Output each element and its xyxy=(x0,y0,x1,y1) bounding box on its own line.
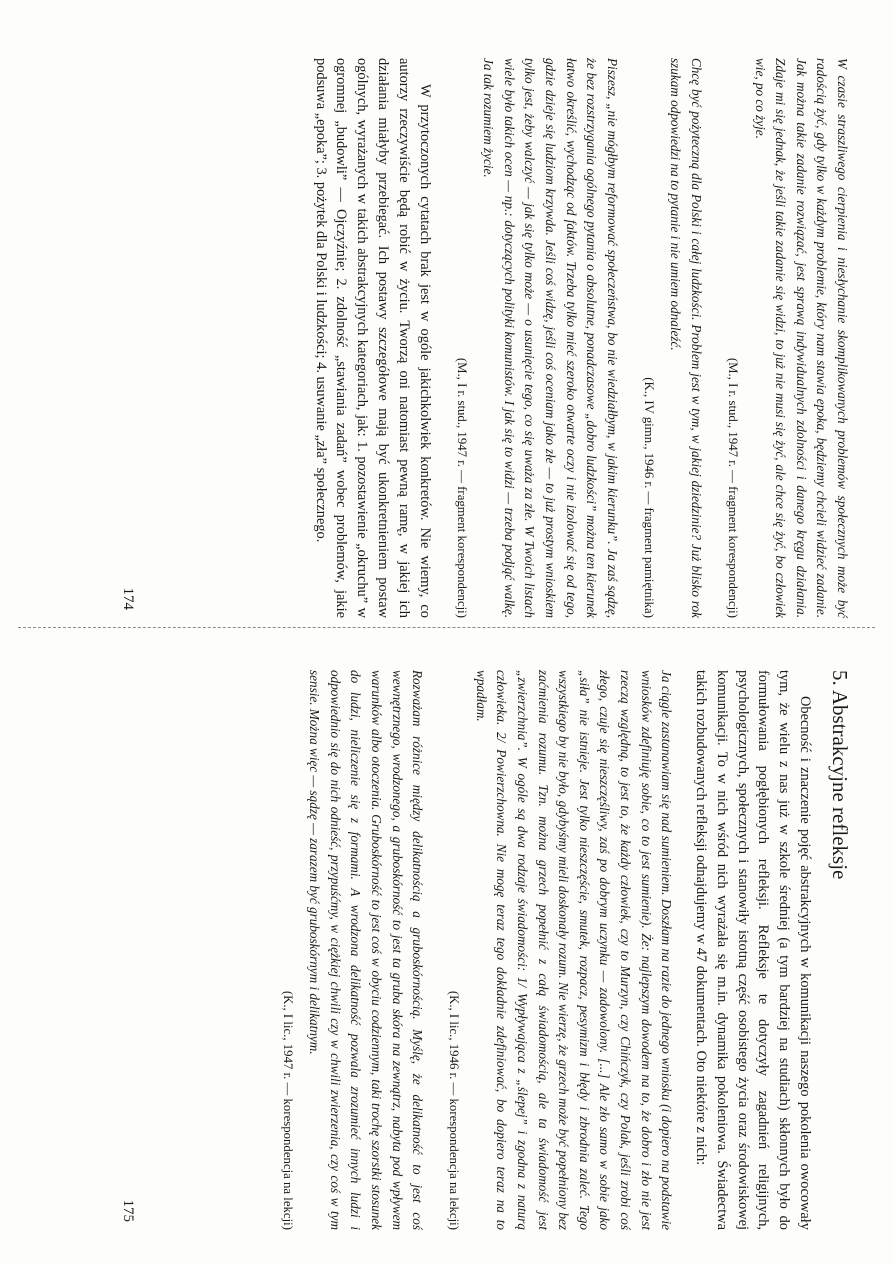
quote-source: (K., IV gimn., 1946 r. — fragment pamiętnika) xyxy=(641,377,656,618)
page-number: 174 xyxy=(120,587,136,610)
quote-text: Piszesz, „nie mógłbym reformować społeczeństwa, bo nie wiedziałbym, w jakim kierunku”. Ja zaś sądzę, że bez rozstrzygania ogólnego pytania o absolutne, ponadczasowe „dobro ludzkości” można ten kierunek łatwo określić, wychodząc od faktów. Trzeba tylko mieć szeroko otwarte oczy i nie izolować się od tego, gdzie dzieje się ludziom krzywda. Jeśli coś widzę, jeśli coś oceniam jako złe — to już prostym wnioskiem tylko jest, żeby walczyć — jak się tylko może — o usunięcie tego, co się uważa za złe. W Twoich listach wiele było takich ocen — np.: dotyczących polityki komunistów. I jak się to widzi — trzeba podjąć walkę. Ja tak rozumiem życie. xyxy=(481,58,620,618)
quote-block-1 xyxy=(722,58,852,618)
body-paragraph: W przytoczonych cytatach brak jest w ogóle jakichkolwiek konkretów. Nie wiemy, co autorzy rzeczywiście będą robić w życiu. Tworzą oni natomiast pewną ramę, w jakiej ich działania miałyby przebiegać. Ich postawy szczegółowe mają być ukonkretnieniem postaw ogólnych, wyrażanych w takich abstrakcyjnych kategoriach, jak: 1. pozostawienie „okruchu” w ogromnej „budowli” — Ojczyźnie; 2. zdolność „stawiania zadań” wobec problemów, jakie podsuwa „epoka”; 3. pożytek dla Polski i ludzkości; 4. usuwanie „zła” społecznego. xyxy=(312,58,433,618)
quote-text: Chcę być pożyteczną dla Polski i całej ludzkości. Problem jest w tym, w jakiej dziedzinie? Już blisko rok szukam odpowiedzi na to pytanie i nie umiem odnaleźć. xyxy=(668,58,705,618)
quote-text: Rozważam różnice między delikatnością a gruboskórnością. Myślę, że delikatność to jest coś wewnętrznego, wrodzonego, a gruboskórność to jest ta gruba skóra na zewnątrz, nabyta pod wpływem warunków albo otoczenia. Gruboskórność to jest coś w obyciu codziennym, taki trochę szorstki stosunek do ludzi, nieliczenie się z formami. A wrodzona delikatność pozwala zrozumieć innych ludzi i odpowiednio się do nich odnieść, przypuśćmy, w ciężkiej chwili czy w chwili zwierzenia, czy coś w tym sensie. Można więc — sądzę — zarazem być gruboskórnym i delikatnym. xyxy=(307,670,426,1230)
quote-source: (M., I r. stud., 1947 r. — fragment korespondencji) xyxy=(726,357,741,618)
quote-source: (K., I lic., 1946 r. — korespondencja na lekcji) xyxy=(447,990,462,1230)
intro-paragraph: Obecność i znaczenie pojęć abstrakcyjnych w komunikacji naszego pokolenia owocowały tym, że wielu z nas już w szkole średniej (a tym bardziej na studiach) skłonnych było do formułowania pogłębionych refleksji. Refleksje te dotyczyły zagadnień religijnych, psychologicznych, społecznych i stanowiły istotną część osobistego życia oraz środowiskowej komunikacji. To w nich wśród nich wyrażała się m.in. dynamika pokoleniowa. Świadectwa takich rozbudowanych refleksji odnajdujemy w 47 dokumentach. Oto niektóre z nich: xyxy=(693,670,813,1230)
page-fold-divider xyxy=(18,627,875,628)
page-175 xyxy=(117,670,852,1230)
quote-block-2 xyxy=(638,58,706,618)
quote-source: (K., I lic., 1947 r. — korespondencja na lekcji) xyxy=(280,990,295,1230)
section-heading: 5. Abstrakcyjne refleksje xyxy=(828,670,852,880)
quote-block-2 xyxy=(277,670,428,1230)
quote-text: W czasie straszliwego cierpienia i niesłychanie skomplikowanych problemów społecznych może być radością żyć, gdy tylko w każdym problemie, który nam stawia epoka, będziemy chcieli widzieć zadanie. Jak można takie zadanie rozwiązać, jest sprawą indywidualnych zdolności i danego kręgu działania. Zdaje mi się jednak, że jeśli takie zadanie się widzi, to już nie musi się żyć, ale chce się żyć, bo człowiek wie, po co żyje. xyxy=(752,58,850,618)
quote-text: Ja ciągle zastanawiam się nad sumieniem. Doszłam na razie do jednego wniosku (i dopiero na podstawie wniosków zdefiniuję sobie, co to jest sumienie). Że: najlepszym dowodem na to, że dobro i zło nie jest rzeczą względną, to jest to, że każdy człowiek, czy to Murzyn, czy Chińczyk, czy Polak, jeśli zrobi coś złego, czuje się nieszczęśliwy, zaś po dobrym uczynku — zadowolony. [...] Ale zło samo w sobie jako „siła” nie istnieje. Jest tylko nieszczęście, smutek, rozpacz, pesymizm i błędy i zbrodnia zaleć. Tego wszystkiego by nie było, gdybyśmy mieli doskonały rozum. Nie wierzę, że grzech może być popełniony bez zaćmienia rozumu. Tzn. można grzech popełnić z całą świadomością, ale ta świadomość jest „zwierzchnia”. W ogóle są dwa rodzaje świadomości: 1/ Wypływająca z „ślepej” i zgodna z naturą człowieka. 2/ Powierzchowna. Nie mogę teraz tego dokładnie zdefiniować, bo dopiero teraz na to wpadłam. xyxy=(473,670,675,1230)
quote-block-3 xyxy=(451,58,622,618)
quote-block-1 xyxy=(443,670,676,1230)
page-174 xyxy=(117,58,852,618)
quote-source: (M., I r. stud., 1947 r. — fragment korespondencji) xyxy=(454,357,469,618)
page-number: 175 xyxy=(120,1199,136,1222)
